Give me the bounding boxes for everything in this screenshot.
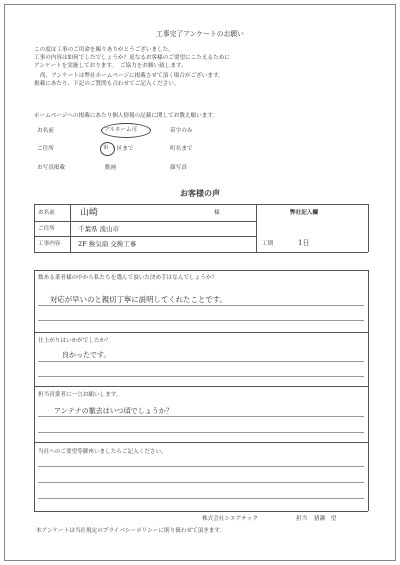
answer-line: [38, 361, 364, 362]
table-line: [70, 204, 71, 252]
option-fullname: フルネーム可: [104, 127, 138, 133]
voice-address-value: 千葉県 流山市: [78, 225, 120, 233]
table-line: [34, 221, 256, 222]
question-3: 担当営業者に一言お願いします。: [38, 392, 122, 398]
answer-line: [38, 466, 364, 467]
staff-name: 猪瀬 望: [314, 516, 337, 522]
photo-label: お写真掲載: [37, 165, 65, 171]
table-line: [34, 236, 256, 237]
intro-line-4: 尚、アンケートは弊社ホームページに掲載させて頂く場合がございます。: [40, 73, 224, 79]
intro-line-1: この度は工事のご用命を賜りありがとうございました。: [34, 47, 174, 53]
answer-3: アンテナの撤去はいつ頃でしょうか？: [54, 407, 173, 415]
answer-line: [38, 498, 364, 499]
intro-line-3: アンケートを実施しております。 ご協力をお願い致します。: [34, 63, 187, 69]
answer-line: [38, 482, 364, 483]
answer-line: [38, 376, 364, 377]
company-name: 株式会社シエアテック: [202, 516, 258, 522]
name-label: お名前: [37, 128, 54, 134]
voice-work-label: 工事内容: [38, 241, 61, 247]
answer-line: [38, 320, 364, 321]
option-video: 動画: [105, 165, 117, 171]
section-divider: [34, 386, 368, 387]
option-town: 町名まで: [170, 146, 193, 152]
answer-2: 良かったです。: [62, 351, 111, 359]
intro-line-2: 工事の内容は如何でしたでしょうか？更なるお客様のご要望にこたえるために: [34, 55, 230, 61]
answer-line: [38, 305, 364, 306]
box-line: [34, 270, 35, 511]
section-divider: [34, 332, 368, 333]
voice-name-label: お名前: [38, 210, 55, 216]
option-surname: 苗字のみ: [170, 128, 193, 134]
question-1: 数ある業者様の中から私たちを選んで頂いた決め手はなんでしょうか？: [38, 275, 218, 281]
voice-work-value: 2F 換気扇 交換工事: [78, 240, 137, 248]
table-line: [368, 204, 369, 252]
section-divider: [34, 442, 368, 443]
office-use-label: 弊社記入欄: [290, 210, 318, 216]
answer-1: 対応が早いのと親切丁寧に説明してくれたことです。: [50, 295, 227, 304]
table-line: [256, 204, 257, 252]
voice-address-label: ご住所: [38, 226, 55, 232]
intro-line-5: 掲載にあたり、下記のご質問も合わせてご記入ください。: [34, 81, 180, 87]
staff-label: 担当: [296, 516, 308, 522]
box-line: [368, 270, 369, 511]
consent-heading: ホームページへの掲載にあたり個人情報の記載に関してお教え願います。: [34, 113, 219, 119]
voice-heading: お客様の声: [180, 189, 220, 198]
honorific: 様: [214, 210, 220, 216]
period-value: 1日: [298, 239, 310, 247]
box-line: [34, 270, 368, 271]
privacy-note: 本アンケートは当社規定のプライバシーポリシーに則り扱わせて頂きます。: [36, 528, 226, 534]
option-ward: ・区まで: [111, 146, 134, 152]
option-city: 市: [103, 145, 109, 151]
question-2: 仕上がりはいかがでしたか？: [38, 338, 111, 344]
title: 工事完了アンケートのお願い: [156, 30, 244, 38]
table-line: [34, 252, 368, 253]
answer-line: [38, 432, 364, 433]
voice-name-value: 山崎: [80, 208, 99, 218]
address-label: ご住所: [37, 146, 54, 152]
period-label: 工期: [262, 241, 274, 247]
question-4: 当社へのご要望等御座いましたらご記入ください。: [38, 449, 167, 455]
box-line: [34, 511, 368, 512]
table-line: [34, 204, 35, 252]
option-face: 顔写真: [170, 165, 187, 171]
answer-line: [38, 416, 364, 417]
